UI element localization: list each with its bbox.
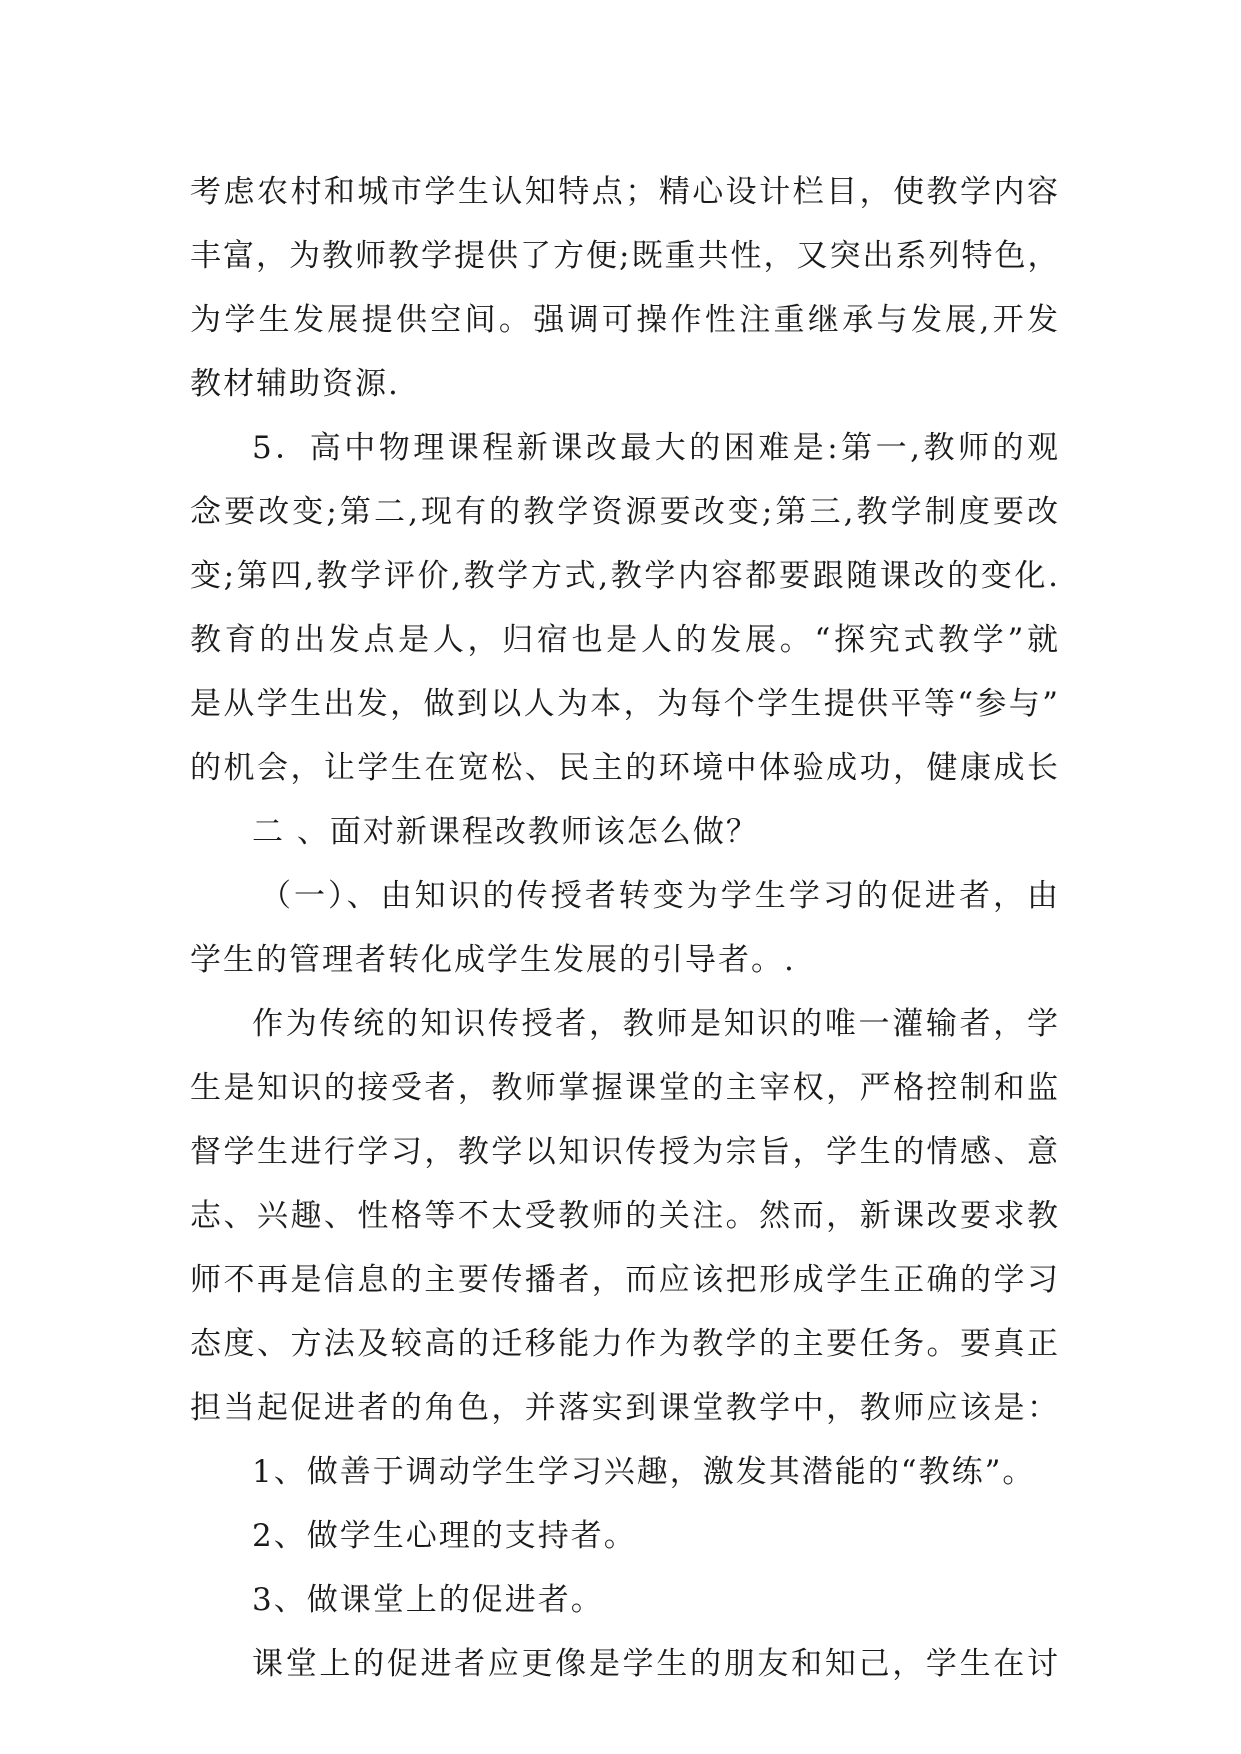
text-line: 的机会，让学生在宽松、民主的环境中体验成功，健康成长 [190, 750, 1060, 786]
subsection-heading: （一）、由知识的传授者转变为学生学习的促进者，由 [260, 878, 1060, 914]
text-line: 督学生进行学习，教学以知识传授为宗旨，学生的情感、意 [190, 1134, 1060, 1170]
list-item: 1、做善于调动学生学习兴趣，激发其潜能的“教练”。 [252, 1454, 1036, 1490]
document-body [190, 160, 1060, 1696]
text-line: 考虑农村和城市学生认知特点；精心设计栏目，使教学内容 [190, 174, 1060, 210]
text-line: 教育的出发点是人，归宿也是人的发展。“探究式教学”就 [190, 622, 1060, 658]
text-line: 变;第四,教学评价,教学方式,教学内容都要跟随课改的变化. [190, 558, 1060, 594]
list-item: 3、做课堂上的促进者。 [252, 1582, 604, 1618]
text-line: 师不再是信息的主要传播者，而应该把形成学生正确的学习 [190, 1262, 1060, 1298]
section-heading: 二 、面对新课程改教师该怎么做？ [252, 814, 759, 850]
paragraph-start-line: 5．高中物理课程新课改最大的困难是:第一,教师的观 [252, 430, 1060, 466]
text-line: 丰富，为教师教学提供了方便;既重共性，又突出系列特色， [190, 238, 1061, 274]
text-line: 态度、方法及较高的迁移能力作为教学的主要任务。要真正 [190, 1326, 1060, 1362]
paragraph-start-line: 作为传统的知识传授者，教师是知识的唯一灌输者，学 [252, 1006, 1060, 1042]
list-item: 2、做学生心理的支持者。 [252, 1518, 637, 1554]
text-line: 担当起促进者的角色，并落实到课堂教学中，教师应该是： [190, 1390, 1060, 1426]
text-line: 学生的管理者转化成学生发展的引导者。. [190, 942, 796, 978]
paragraph-start-line: 课堂上的促进者应更像是学生的朋友和知己，学生在讨 [252, 1646, 1060, 1682]
text-line: 生是知识的接受者，教师掌握课堂的主宰权，严格控制和监 [190, 1070, 1060, 1106]
text-line: 是从学生出发，做到以人为本，为每个学生提供平等“参与” [190, 686, 1060, 722]
text-line: 念要改变;第二,现有的教学资源要改变;第三,教学制度要改 [190, 494, 1060, 530]
text-line: 志、兴趣、性格等不太受教师的关注。然而，新课改要求教 [190, 1198, 1060, 1234]
text-line: 为学生发展提供空间。强调可操作性注重继承与发展,开发 [190, 302, 1060, 338]
text-line: 教材辅助资源. [190, 366, 400, 402]
